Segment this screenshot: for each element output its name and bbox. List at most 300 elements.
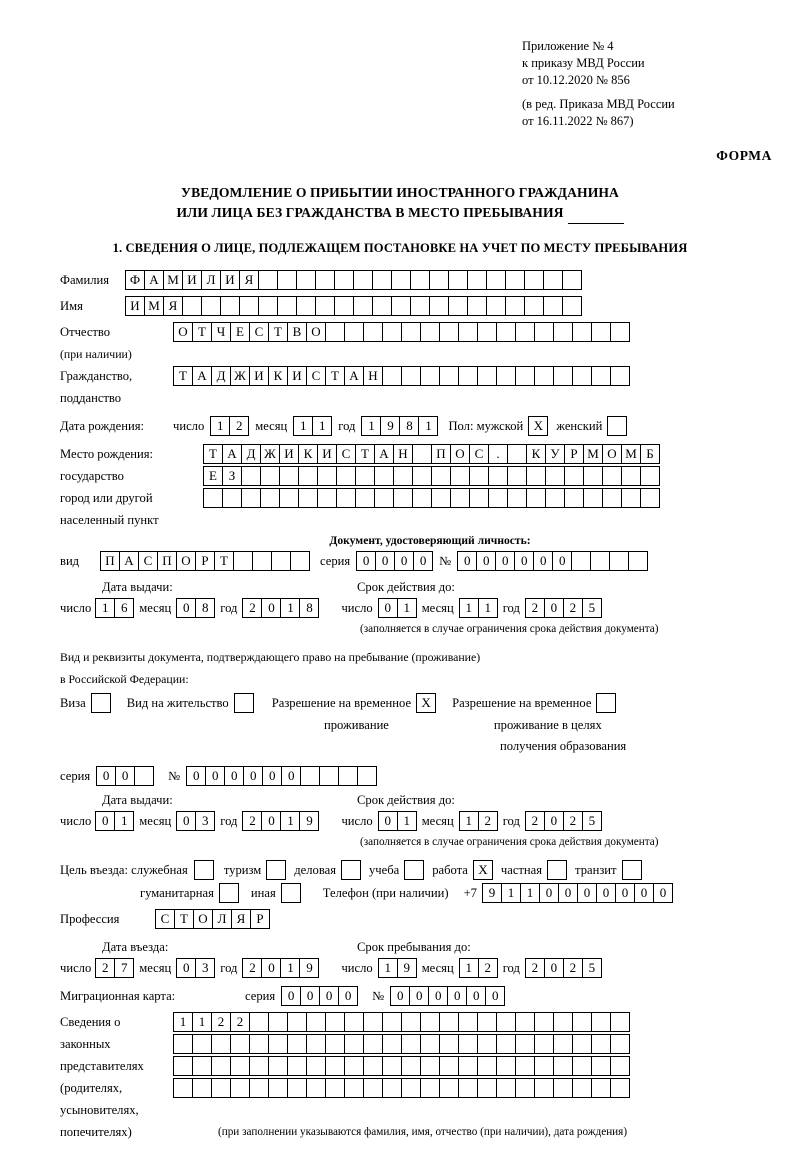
- char-cell[interactable]: [572, 1012, 592, 1032]
- char-cell[interactable]: [203, 488, 223, 508]
- char-cell[interactable]: [591, 1034, 611, 1054]
- char-cell[interactable]: [505, 296, 525, 316]
- char-cell[interactable]: [477, 322, 497, 342]
- char-cell[interactable]: [173, 1078, 193, 1098]
- char-cell[interactable]: [507, 466, 527, 486]
- char-cell[interactable]: [363, 1056, 383, 1076]
- char-cell[interactable]: Ч: [211, 322, 231, 342]
- char-cell[interactable]: [391, 296, 411, 316]
- char-cell[interactable]: [239, 296, 259, 316]
- char-cell[interactable]: 2: [242, 958, 262, 978]
- char-cell[interactable]: [524, 270, 544, 290]
- char-cell[interactable]: 2: [563, 598, 583, 618]
- char-cell[interactable]: [420, 366, 440, 386]
- char-cell[interactable]: 0: [596, 883, 616, 903]
- char-cell[interactable]: 0: [338, 986, 358, 1006]
- char-cell[interactable]: 0: [447, 986, 467, 1006]
- purpose-service-checkbox[interactable]: [194, 860, 214, 880]
- char-cell[interactable]: [477, 1078, 497, 1098]
- char-cell[interactable]: [277, 270, 297, 290]
- char-cell[interactable]: М: [163, 270, 183, 290]
- char-cell[interactable]: [515, 1012, 535, 1032]
- char-cell[interactable]: 1: [280, 958, 300, 978]
- char-cell[interactable]: О: [176, 551, 196, 571]
- char-cell[interactable]: [534, 1078, 554, 1098]
- char-cell[interactable]: 5: [582, 958, 602, 978]
- char-cell[interactable]: [571, 551, 591, 571]
- char-cell[interactable]: 1: [378, 958, 398, 978]
- char-cell[interactable]: 0: [186, 766, 206, 786]
- char-cell[interactable]: [363, 1078, 383, 1098]
- char-cell[interactable]: М: [583, 444, 603, 464]
- char-cell[interactable]: [553, 1078, 573, 1098]
- char-cell[interactable]: И: [249, 366, 269, 386]
- char-cell[interactable]: 0: [176, 811, 196, 831]
- char-cell[interactable]: 0: [533, 551, 553, 571]
- char-cell[interactable]: У: [545, 444, 565, 464]
- char-cell[interactable]: А: [144, 270, 164, 290]
- char-cell[interactable]: [547, 860, 567, 880]
- char-cell[interactable]: 9: [380, 416, 400, 436]
- char-cell[interactable]: 1: [210, 416, 230, 436]
- char-cell[interactable]: [300, 766, 320, 786]
- char-cell[interactable]: [431, 488, 451, 508]
- char-cell[interactable]: [336, 488, 356, 508]
- char-cell[interactable]: [553, 322, 573, 342]
- char-cell[interactable]: [507, 488, 527, 508]
- char-cell[interactable]: [458, 1056, 478, 1076]
- char-cell[interactable]: [534, 1034, 554, 1054]
- char-cell[interactable]: [325, 1056, 345, 1076]
- char-cell[interactable]: 0: [413, 551, 433, 571]
- char-cell[interactable]: [583, 488, 603, 508]
- char-cell[interactable]: Ж: [260, 444, 280, 464]
- char-cell[interactable]: [317, 466, 337, 486]
- char-cell[interactable]: И: [279, 444, 299, 464]
- char-cell[interactable]: 1: [280, 811, 300, 831]
- char-cell[interactable]: [241, 488, 261, 508]
- char-cell[interactable]: [515, 1056, 535, 1076]
- char-cell[interactable]: [382, 1012, 402, 1032]
- char-cell[interactable]: Б: [640, 444, 660, 464]
- char-cell[interactable]: [334, 270, 354, 290]
- char-cell[interactable]: С: [469, 444, 489, 464]
- char-cell[interactable]: [271, 551, 291, 571]
- char-cell[interactable]: [572, 322, 592, 342]
- char-cell[interactable]: 2: [211, 1012, 231, 1032]
- char-cell[interactable]: [553, 1012, 573, 1032]
- char-cell[interactable]: [374, 488, 394, 508]
- char-cell[interactable]: Р: [564, 444, 584, 464]
- char-cell[interactable]: [315, 270, 335, 290]
- char-cell[interactable]: П: [431, 444, 451, 464]
- char-cell[interactable]: [296, 270, 316, 290]
- char-cell[interactable]: [431, 466, 451, 486]
- char-cell[interactable]: [325, 1034, 345, 1054]
- char-cell[interactable]: [458, 1034, 478, 1054]
- permit-issue-year-input[interactable]: [242, 811, 319, 831]
- char-cell[interactable]: [241, 466, 261, 486]
- issue-day-input[interactable]: [95, 598, 134, 618]
- char-cell[interactable]: [591, 1056, 611, 1076]
- char-cell[interactable]: [458, 366, 478, 386]
- char-cell[interactable]: П: [100, 551, 120, 571]
- char-cell[interactable]: Т: [203, 444, 223, 464]
- char-cell[interactable]: [374, 466, 394, 486]
- birth-day-input[interactable]: [210, 416, 249, 436]
- char-cell[interactable]: 0: [319, 986, 339, 1006]
- char-cell[interactable]: [279, 466, 299, 486]
- char-cell[interactable]: [363, 1034, 383, 1054]
- char-cell[interactable]: А: [374, 444, 394, 464]
- char-cell[interactable]: [412, 444, 432, 464]
- char-cell[interactable]: [562, 270, 582, 290]
- char-cell[interactable]: [268, 1034, 288, 1054]
- char-cell[interactable]: [233, 551, 253, 571]
- char-cell[interactable]: [363, 1012, 383, 1032]
- char-cell[interactable]: 2: [478, 811, 498, 831]
- char-cell[interactable]: [344, 1034, 364, 1054]
- char-cell[interactable]: 1: [418, 416, 438, 436]
- char-cell[interactable]: 2: [242, 598, 262, 618]
- char-cell[interactable]: [467, 296, 487, 316]
- char-cell[interactable]: [401, 1034, 421, 1054]
- entry-month-input[interactable]: [176, 958, 215, 978]
- char-cell[interactable]: М: [621, 444, 641, 464]
- char-cell[interactable]: 0: [261, 598, 281, 618]
- char-cell[interactable]: 0: [409, 986, 429, 1006]
- char-cell[interactable]: [192, 1056, 212, 1076]
- char-cell[interactable]: [458, 1012, 478, 1032]
- char-cell[interactable]: [404, 860, 424, 880]
- purpose-humanitarian-checkbox[interactable]: [219, 883, 239, 903]
- char-cell[interactable]: [496, 1012, 516, 1032]
- char-cell[interactable]: 3: [195, 958, 215, 978]
- char-cell[interactable]: [507, 444, 527, 464]
- char-cell[interactable]: [230, 1078, 250, 1098]
- char-cell[interactable]: [363, 322, 383, 342]
- sex-female-checkbox[interactable]: [607, 416, 627, 436]
- char-cell[interactable]: [201, 296, 221, 316]
- char-cell[interactable]: [591, 1012, 611, 1032]
- char-cell[interactable]: [268, 1056, 288, 1076]
- char-cell[interactable]: 0: [539, 883, 559, 903]
- char-cell[interactable]: Н: [393, 444, 413, 464]
- char-cell[interactable]: 0: [495, 551, 515, 571]
- phone-input[interactable]: [482, 883, 673, 903]
- char-cell[interactable]: Е: [203, 466, 223, 486]
- char-cell[interactable]: [591, 1078, 611, 1098]
- char-cell[interactable]: [410, 270, 430, 290]
- char-cell[interactable]: [420, 1078, 440, 1098]
- char-cell[interactable]: [607, 416, 627, 436]
- permit-issue-month-input[interactable]: [176, 811, 215, 831]
- char-cell[interactable]: [401, 1056, 421, 1076]
- char-cell[interactable]: [401, 1012, 421, 1032]
- permit-valid-year-input[interactable]: [525, 811, 602, 831]
- char-cell[interactable]: [412, 488, 432, 508]
- doctype-input[interactable]: [100, 551, 310, 571]
- char-cell[interactable]: [325, 322, 345, 342]
- char-cell[interactable]: 0: [544, 958, 564, 978]
- char-cell[interactable]: [319, 766, 339, 786]
- char-cell[interactable]: [610, 1056, 630, 1076]
- char-cell[interactable]: 0: [544, 598, 564, 618]
- char-cell[interactable]: [545, 488, 565, 508]
- char-cell[interactable]: [524, 296, 544, 316]
- char-cell[interactable]: [401, 322, 421, 342]
- char-cell[interactable]: [355, 488, 375, 508]
- char-cell[interactable]: [287, 1012, 307, 1032]
- char-cell[interactable]: [610, 1078, 630, 1098]
- char-cell[interactable]: 9: [482, 883, 502, 903]
- edu-residence-checkbox[interactable]: [596, 693, 616, 713]
- char-cell[interactable]: [194, 860, 214, 880]
- char-cell[interactable]: [296, 296, 316, 316]
- char-cell[interactable]: 1: [459, 811, 479, 831]
- char-cell[interactable]: [412, 466, 432, 486]
- char-cell[interactable]: Н: [363, 366, 383, 386]
- char-cell[interactable]: [545, 466, 565, 486]
- char-cell[interactable]: 0: [96, 766, 116, 786]
- char-cell[interactable]: 0: [577, 883, 597, 903]
- char-cell[interactable]: [258, 296, 278, 316]
- purpose-other-checkbox[interactable]: [281, 883, 301, 903]
- char-cell[interactable]: П: [157, 551, 177, 571]
- char-cell[interactable]: [596, 693, 616, 713]
- char-cell[interactable]: 2: [242, 811, 262, 831]
- char-cell[interactable]: 0: [558, 883, 578, 903]
- char-cell[interactable]: 1: [114, 811, 134, 831]
- char-cell[interactable]: О: [173, 322, 193, 342]
- char-cell[interactable]: [467, 270, 487, 290]
- char-cell[interactable]: И: [182, 270, 202, 290]
- char-cell[interactable]: [410, 296, 430, 316]
- char-cell[interactable]: [268, 1012, 288, 1032]
- char-cell[interactable]: [543, 270, 563, 290]
- char-cell[interactable]: 0: [243, 766, 263, 786]
- char-cell[interactable]: А: [192, 366, 212, 386]
- char-cell[interactable]: 5: [582, 811, 602, 831]
- char-cell[interactable]: 0: [262, 766, 282, 786]
- char-cell[interactable]: 0: [653, 883, 673, 903]
- char-cell[interactable]: X: [416, 693, 436, 713]
- char-cell[interactable]: [382, 366, 402, 386]
- purpose-transit-checkbox[interactable]: [622, 860, 642, 880]
- char-cell[interactable]: [429, 296, 449, 316]
- entry-year-input[interactable]: [242, 958, 319, 978]
- char-cell[interactable]: [515, 322, 535, 342]
- char-cell[interactable]: [622, 860, 642, 880]
- char-cell[interactable]: Т: [268, 322, 288, 342]
- char-cell[interactable]: [353, 296, 373, 316]
- char-cell[interactable]: 5: [582, 598, 602, 618]
- char-cell[interactable]: 0: [95, 811, 115, 831]
- permit-series-input[interactable]: [96, 766, 154, 786]
- char-cell[interactable]: [401, 1078, 421, 1098]
- char-cell[interactable]: 1: [280, 598, 300, 618]
- permit-number-input[interactable]: [186, 766, 377, 786]
- char-cell[interactable]: [610, 366, 630, 386]
- char-cell[interactable]: 0: [394, 551, 414, 571]
- char-cell[interactable]: [355, 466, 375, 486]
- char-cell[interactable]: [420, 1034, 440, 1054]
- char-cell[interactable]: [429, 270, 449, 290]
- char-cell[interactable]: Т: [192, 322, 212, 342]
- char-cell[interactable]: 0: [176, 598, 196, 618]
- char-cell[interactable]: [306, 1078, 326, 1098]
- char-cell[interactable]: 0: [356, 551, 376, 571]
- char-cell[interactable]: [268, 1078, 288, 1098]
- char-cell[interactable]: [583, 466, 603, 486]
- char-cell[interactable]: 0: [224, 766, 244, 786]
- char-cell[interactable]: 1: [192, 1012, 212, 1032]
- doc-number-input[interactable]: [457, 551, 648, 571]
- char-cell[interactable]: [372, 270, 392, 290]
- char-cell[interactable]: [91, 693, 111, 713]
- char-cell[interactable]: [306, 1056, 326, 1076]
- birth-month-input[interactable]: [293, 416, 332, 436]
- char-cell[interactable]: [486, 270, 506, 290]
- char-cell[interactable]: [222, 488, 242, 508]
- char-cell[interactable]: [219, 883, 239, 903]
- purpose-private-checkbox[interactable]: [547, 860, 567, 880]
- char-cell[interactable]: [258, 270, 278, 290]
- char-cell[interactable]: 2: [525, 598, 545, 618]
- char-cell[interactable]: 0: [261, 811, 281, 831]
- char-cell[interactable]: Р: [195, 551, 215, 571]
- residence-checkbox[interactable]: [234, 693, 254, 713]
- char-cell[interactable]: [534, 1056, 554, 1076]
- char-cell[interactable]: 0: [378, 811, 398, 831]
- issue-month-input[interactable]: [176, 598, 215, 618]
- char-cell[interactable]: Т: [174, 909, 194, 929]
- char-cell[interactable]: [211, 1034, 231, 1054]
- char-cell[interactable]: [640, 466, 660, 486]
- char-cell[interactable]: 0: [615, 883, 635, 903]
- char-cell[interactable]: [562, 296, 582, 316]
- char-cell[interactable]: 1: [397, 811, 417, 831]
- char-cell[interactable]: [290, 551, 310, 571]
- char-cell[interactable]: [173, 1056, 193, 1076]
- char-cell[interactable]: [543, 296, 563, 316]
- char-cell[interactable]: 1: [459, 598, 479, 618]
- char-cell[interactable]: [610, 1034, 630, 1054]
- char-cell[interactable]: [534, 366, 554, 386]
- char-cell[interactable]: Т: [325, 366, 345, 386]
- char-cell[interactable]: [534, 1012, 554, 1032]
- char-cell[interactable]: [553, 1034, 573, 1054]
- char-cell[interactable]: [526, 466, 546, 486]
- char-cell[interactable]: 0: [634, 883, 654, 903]
- char-cell[interactable]: [553, 366, 573, 386]
- char-cell[interactable]: [334, 296, 354, 316]
- sex-male-checkbox[interactable]: [528, 416, 548, 436]
- birthplace-city-input[interactable]: [203, 466, 660, 486]
- char-cell[interactable]: [287, 1034, 307, 1054]
- char-cell[interactable]: 0: [378, 598, 398, 618]
- char-cell[interactable]: 2: [525, 958, 545, 978]
- char-cell[interactable]: С: [249, 322, 269, 342]
- char-cell[interactable]: 0: [544, 811, 564, 831]
- char-cell[interactable]: Я: [239, 270, 259, 290]
- citizenship-input[interactable]: [173, 366, 630, 386]
- char-cell[interactable]: Т: [214, 551, 234, 571]
- char-cell[interactable]: К: [268, 366, 288, 386]
- char-cell[interactable]: О: [306, 322, 326, 342]
- char-cell[interactable]: И: [125, 296, 145, 316]
- char-cell[interactable]: [182, 296, 202, 316]
- char-cell[interactable]: Я: [231, 909, 251, 929]
- legal-rep-input-1[interactable]: [173, 1012, 630, 1032]
- char-cell[interactable]: 2: [229, 416, 249, 436]
- char-cell[interactable]: [277, 296, 297, 316]
- char-cell[interactable]: [610, 1012, 630, 1032]
- char-cell[interactable]: [357, 766, 377, 786]
- char-cell[interactable]: 0: [281, 766, 301, 786]
- char-cell[interactable]: Е: [230, 322, 250, 342]
- name-input[interactable]: [125, 296, 582, 316]
- char-cell[interactable]: [564, 466, 584, 486]
- char-cell[interactable]: [458, 322, 478, 342]
- char-cell[interactable]: [298, 488, 318, 508]
- char-cell[interactable]: [341, 860, 361, 880]
- char-cell[interactable]: [382, 1056, 402, 1076]
- char-cell[interactable]: [553, 1056, 573, 1076]
- char-cell[interactable]: Ф: [125, 270, 145, 290]
- char-cell[interactable]: [173, 1034, 193, 1054]
- char-cell[interactable]: [336, 466, 356, 486]
- char-cell[interactable]: 1: [520, 883, 540, 903]
- char-cell[interactable]: [439, 1078, 459, 1098]
- patronymic-input[interactable]: [173, 322, 630, 342]
- char-cell[interactable]: К: [298, 444, 318, 464]
- char-cell[interactable]: [505, 270, 525, 290]
- char-cell[interactable]: [401, 366, 421, 386]
- char-cell[interactable]: 1: [478, 598, 498, 618]
- char-cell[interactable]: [393, 466, 413, 486]
- char-cell[interactable]: А: [119, 551, 139, 571]
- char-cell[interactable]: [439, 1034, 459, 1054]
- char-cell[interactable]: [488, 466, 508, 486]
- char-cell[interactable]: [602, 466, 622, 486]
- char-cell[interactable]: 9: [299, 958, 319, 978]
- char-cell[interactable]: Ж: [230, 366, 250, 386]
- char-cell[interactable]: [338, 766, 358, 786]
- purpose-tourism-checkbox[interactable]: [266, 860, 286, 880]
- char-cell[interactable]: [448, 296, 468, 316]
- char-cell[interactable]: [496, 366, 516, 386]
- char-cell[interactable]: [306, 1012, 326, 1032]
- char-cell[interactable]: [628, 551, 648, 571]
- char-cell[interactable]: 0: [176, 958, 196, 978]
- char-cell[interactable]: 1: [459, 958, 479, 978]
- char-cell[interactable]: [591, 322, 611, 342]
- char-cell[interactable]: Я: [163, 296, 183, 316]
- char-cell[interactable]: 3: [195, 811, 215, 831]
- char-cell[interactable]: [287, 1056, 307, 1076]
- char-cell[interactable]: 0: [115, 766, 135, 786]
- mc-number-input[interactable]: [390, 986, 505, 1006]
- permit-issue-day-input[interactable]: [95, 811, 134, 831]
- char-cell[interactable]: Р: [250, 909, 270, 929]
- char-cell[interactable]: 0: [552, 551, 572, 571]
- issue-year-input[interactable]: [242, 598, 319, 618]
- char-cell[interactable]: С: [155, 909, 175, 929]
- char-cell[interactable]: [260, 466, 280, 486]
- char-cell[interactable]: [477, 366, 497, 386]
- char-cell[interactable]: 1: [501, 883, 521, 903]
